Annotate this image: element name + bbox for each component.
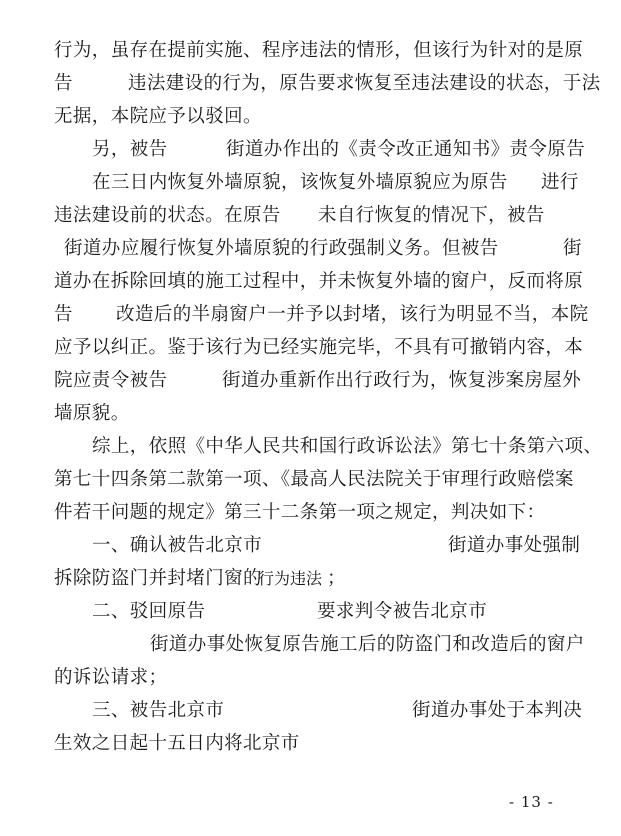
line-text: 应予以纠正。鉴于该行为已经实施完毕，不具有可撤销内容，本 bbox=[54, 337, 584, 358]
line-text: 二、驳回原告 bbox=[92, 601, 206, 622]
line-text: 违法建设前的状态。在原告 bbox=[54, 205, 281, 226]
line-text: 院应责令被告 bbox=[54, 370, 168, 391]
line-text: 综上，依照《中华人民共和国行政诉讼法》第七十条第六项、 bbox=[92, 436, 603, 457]
line-text: 告 bbox=[54, 304, 73, 325]
line-text: 街 bbox=[563, 238, 582, 259]
line-text: 街道办应履行恢复外墙原貌的行政强制义务。但被告 bbox=[64, 238, 499, 259]
line-text: 改造后的半扇窗户一并予以封堵，该行为明显不当，本院 bbox=[116, 304, 589, 325]
line-text-small: 行为违法 bbox=[258, 569, 323, 588]
line-text: 的诉讼请求； bbox=[54, 667, 168, 688]
line-text: 街道办重新作出行政行为，恢复涉案房屋外 bbox=[222, 370, 582, 391]
line-text: 街道办事处强制 bbox=[448, 535, 581, 556]
line-text: 要求判令被告北京市 bbox=[317, 601, 488, 622]
line-text: 违法建设的行为，原告要求恢复至违法建设的状态，于法 bbox=[128, 73, 601, 94]
line-text: ； bbox=[327, 568, 346, 589]
page-number: - 13 - bbox=[509, 793, 554, 811]
line-text: 在三日内恢复外墙原貌，该恢复外墙原貌应为原告 bbox=[92, 172, 508, 193]
line-text: 道办在拆除回填的施工过程中，并未恢复外墙的窗户，反而将原 bbox=[54, 271, 584, 292]
line-text: 另，被告 bbox=[92, 139, 168, 160]
line-text: 街道办作出的《责令改正通知书》责令原告 bbox=[226, 139, 586, 160]
line-text: 街道办事处于本判决 bbox=[412, 700, 583, 721]
line-text: 件若干问题的规定》第三十二条第一项之规定，判决如下： bbox=[54, 502, 546, 523]
line-text: 无据，本院应予以驳回。 bbox=[54, 106, 262, 127]
line-text: 一、确认被告北京市 bbox=[92, 535, 263, 556]
line-text: 进行 bbox=[541, 172, 579, 193]
line-text: 行为，虽存在提前实施、程序违法的情形，但该行为针对的是原 bbox=[54, 40, 584, 61]
line-text: 生效之日起十五日内将北京市 bbox=[54, 733, 300, 754]
line-text: 拆除防盗门并封堵门窗的 bbox=[54, 568, 262, 589]
line-text: 墙原貌。 bbox=[54, 403, 130, 424]
line-text: 告 bbox=[54, 73, 73, 94]
line-text: 第七十四条第二款第一项、《最高人民法院关于审理行政赔偿案 bbox=[54, 469, 574, 490]
line-text: 街道办事处恢复原告施工后的防盗门和改造后的窗户 bbox=[150, 634, 585, 655]
line-text: 未自行恢复的情况下，被告 bbox=[318, 205, 545, 226]
line-text: 三、被告北京市 bbox=[92, 700, 225, 721]
